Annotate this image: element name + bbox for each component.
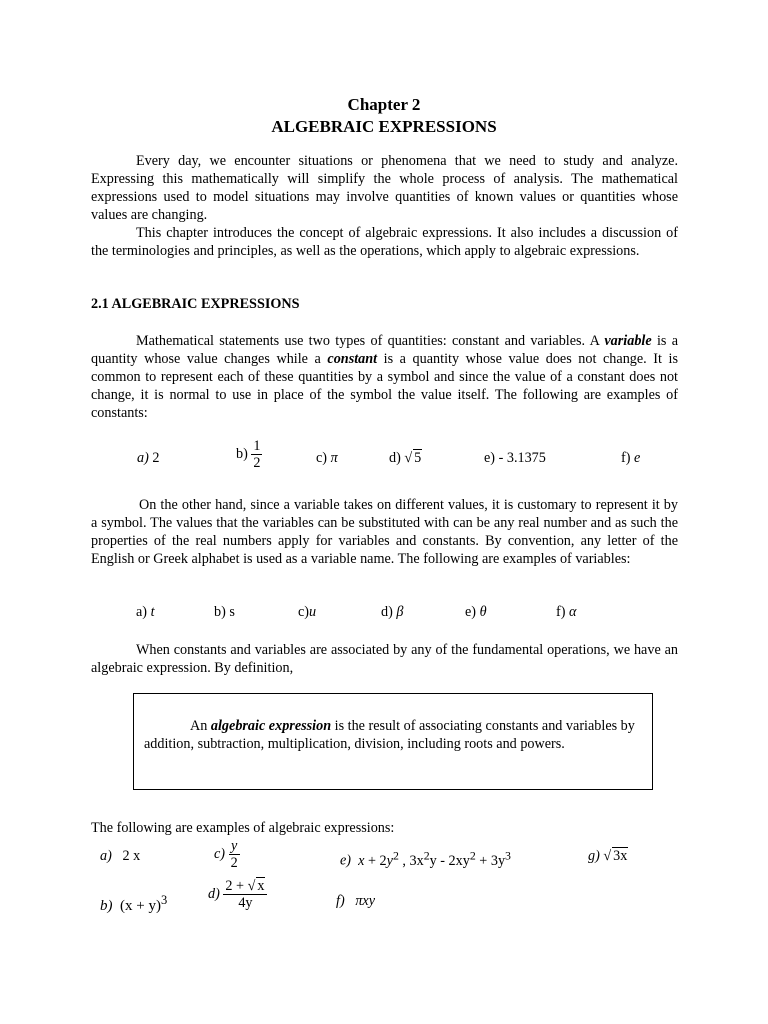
example-c-numerator: y (229, 838, 240, 855)
variable-c-value: u (309, 604, 317, 620)
constant-b-denominator: 2 (253, 455, 261, 472)
example-g (588, 848, 628, 865)
example-c (214, 838, 240, 872)
example-e-label: e) (340, 852, 352, 869)
constant-f-label: f) (621, 450, 631, 466)
example-b-value: (x + y) (120, 898, 161, 914)
constant-a-value: 2 (152, 450, 160, 466)
example-a (100, 848, 140, 865)
variable-e-label: e) (465, 604, 477, 620)
example-g-root (603, 848, 628, 865)
constant-b-fraction (251, 438, 262, 472)
constant-d-radicand: 5 (414, 450, 422, 466)
example-b-exponent: 3 (160, 893, 168, 907)
sqrt-symbol: √ (404, 450, 413, 466)
variable-b (214, 604, 235, 621)
constant-c (316, 450, 338, 467)
definition-box (133, 693, 653, 790)
examples-intro: The following are examples of algebraic expressions: (91, 820, 395, 836)
example-d-num-prefix: 2 + (225, 878, 248, 894)
example-c-denominator: 2 (230, 855, 238, 872)
p1-text-1: Mathematical statements use two types of quantities: constant and variables. A (136, 333, 605, 349)
constant-c-label: c) (316, 450, 328, 466)
constant-a (137, 450, 159, 467)
intro-paragraph-2: This chapter introduces the concept of algebraic expressions. It also includes a discussion of the terminologies and principles, as well as the operations, which apply to algebraic expressions. (91, 225, 678, 259)
constant-d-label: d) (389, 450, 401, 466)
constant-b-numerator: 1 (253, 438, 261, 454)
variable-d-label: d) (381, 604, 393, 620)
example-d-root (248, 878, 266, 894)
variable-e (465, 604, 487, 621)
variable-d (381, 604, 403, 621)
definition-text-1: An (190, 718, 211, 734)
term-constant: constant (327, 351, 378, 367)
constant-f (621, 450, 640, 467)
variable-a-label: a) (136, 604, 148, 620)
term-algebraic-expression: algebraic expression (210, 718, 332, 734)
section-paragraph-1 (91, 332, 678, 422)
constant-a-label: a) (137, 450, 149, 466)
example-d-fraction (223, 878, 267, 912)
variable-e-value: θ (479, 604, 487, 620)
sqrt-symbol: √ (603, 848, 612, 864)
sqrt-symbol: √ (247, 878, 256, 894)
example-d-label: d) (208, 886, 220, 903)
section-paragraph-2: On the other hand, since a variable takes on different values, it is customary to represent it by a symbol. The values that the variables can be substituted with can be any real number and as such the properties of the real numbers apply for variables and constants. By convention, any letter of the English or Greek alphabet is used as a variable name. The following are examples of variables: (91, 497, 678, 567)
example-b (100, 893, 167, 915)
variable-d-value: β (396, 604, 404, 620)
example-d-radicand: x (257, 878, 265, 894)
variable-f-value: α (569, 604, 577, 620)
intro-paragraph-1: Every day, we encounter situations or phenomena that we need to study and analyze. Expressing this mathematically will simplify the whole process of analysis. The mathematical expressions used to model situations may involve quantities of known values or quantities whose values are changing. (91, 153, 678, 223)
constant-c-value: π (330, 450, 338, 466)
variable-f-label: f) (556, 604, 566, 620)
constant-b-label: b) (236, 446, 248, 463)
example-a-value: 2 x (122, 848, 141, 864)
example-c-fraction (229, 838, 240, 872)
chapter-number: Chapter 2 (347, 95, 421, 114)
p1-text-3: is a quantity whose value does not change. It is common to represent each of these quantities by a symbol and since the value of a constant does not change, it is normal to use in place of the symbol the value itself. The following are examples of constants: (91, 351, 678, 421)
variable-f (556, 604, 576, 621)
variable-a (136, 604, 155, 621)
example-c-label: c) (214, 846, 226, 863)
example-d (208, 878, 267, 912)
variable-a-value: t (150, 604, 155, 620)
example-f (336, 893, 375, 910)
variable-b-value: s (229, 604, 235, 620)
constant-e (484, 450, 546, 467)
definition-text-2: is the result of associating constants and variables by addition, subtraction, multiplication, division, including roots and powers. (144, 718, 635, 752)
example-b-label: b) (100, 898, 113, 914)
example-e (340, 848, 511, 870)
example-d-numerator (223, 878, 267, 895)
constant-d (389, 450, 422, 467)
example-f-label: f) (336, 893, 345, 909)
example-f-value: πxy (355, 893, 376, 909)
example-a-label: a) (100, 848, 112, 864)
term-variable: variable (604, 333, 652, 349)
variable-c (298, 604, 316, 621)
constant-d-root (404, 450, 422, 467)
variable-b-label: b) (214, 604, 226, 620)
section-heading: 2.1 ALGEBRAIC EXPRESSIONS (91, 296, 300, 312)
constant-b (236, 438, 262, 472)
constant-e-label: e) (484, 450, 496, 466)
example-g-label: g) (588, 848, 600, 864)
section-paragraph-3: When constants and variables are associated by any of the fundamental operations, we have an algebraic expression. By definition, (91, 642, 678, 676)
chapter-title: ALGEBRAIC EXPRESSIONS (271, 117, 497, 136)
constant-e-value: - 3.1375 (498, 450, 546, 466)
definition-text (144, 717, 644, 753)
p1-text-2: is a quantity whose value changes while a (91, 333, 679, 367)
example-d-denominator: 4y (238, 895, 253, 912)
variable-c-label: c) (298, 604, 310, 620)
constant-f-value: e (634, 450, 641, 466)
example-e-expression: $x + 2y^2$ , $3x^2y - 2xy^2 + 3y^3$ (358, 848, 511, 869)
example-g-radicand: 3x (613, 848, 628, 864)
